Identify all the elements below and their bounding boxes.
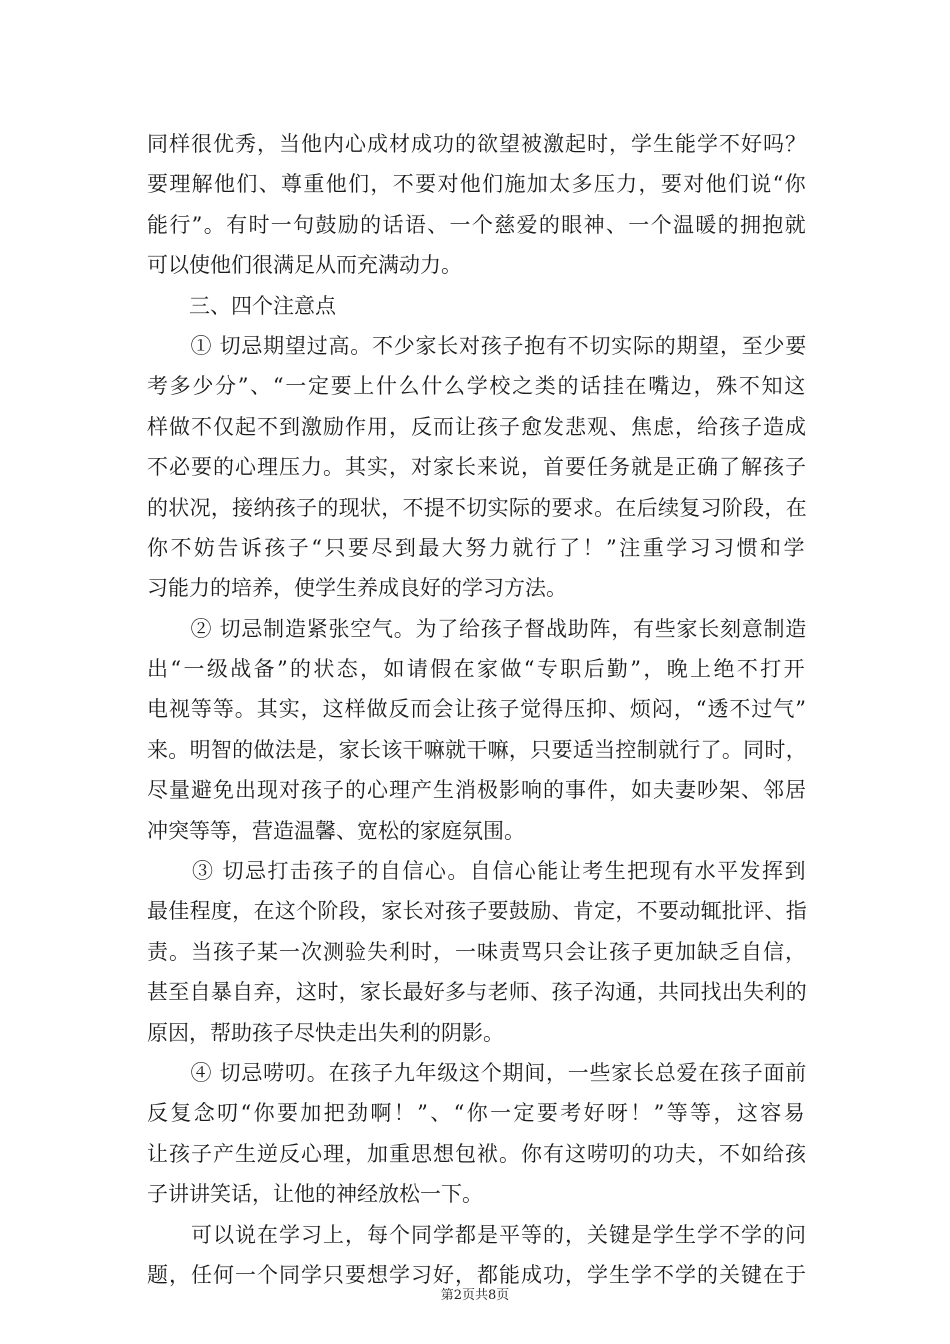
text-line — [147, 972, 807, 1012]
line-text: 能行”。有时一句鼓励的话语、一个慈爱的眼神、一个温暖的拥抱就 — [147, 212, 807, 237]
text-line — [147, 205, 807, 245]
line-text: 的状况，接纳孩子的现状，不提不切实际的要求。在后续复习阶段，在 — [147, 495, 807, 520]
page-number-footer: 第2页共8页 — [440, 1288, 510, 1303]
text-line — [147, 124, 807, 164]
line-text: 来。明智的做法是，家长该干嘛就干嘛，只要适当控制就行了。同时， — [147, 737, 807, 762]
line-text: 样做不仅起不到激励作用，反而让孩子愈发悲观、焦虑，给孩子造成 — [147, 414, 807, 439]
line-text: 你不妨告诉孩子“只要尽到最大努力就行了！”注重学习习惯和学 — [147, 535, 807, 560]
line-text: 甚至自暴自弃，这时，家长最好多与老师、孩子沟通，共同找出失利的 — [147, 980, 807, 1005]
line-text: 电视等等。其实，这样做反而会让孩子觉得压抑、烦闷，“透不过气” — [147, 697, 807, 722]
line-text: 子讲讲笑话，让他的神经放松一下。 — [147, 1182, 483, 1207]
text-line — [147, 366, 807, 406]
line-text: 尽量避免出现对孩子的心理产生消极影响的事件，如夫妻吵架、邻居 — [147, 778, 807, 803]
text-line — [147, 488, 807, 528]
line-text: 让孩子产生逆反心理，加重思想包袱。你有这唠叨的功夫，不如给孩 — [147, 1141, 807, 1166]
text-line — [147, 447, 807, 487]
text-line — [147, 164, 807, 204]
line-text: 出“一级战备”的状态，如请假在家做“专职后勤”，晚上绝不打开 — [147, 657, 807, 682]
line-text: 可以说在学习上，每个同学都是平等的，关键是学生学不学的问 — [147, 1222, 807, 1247]
line-text: 最佳程度，在这个阶段，家长对孩子要鼓励、肯定，不要动辄批评、指 — [147, 899, 807, 924]
line-text: ④ 切忌唠叨。在孩子九年级这个期间，一些家长总爱在孩子面前 — [147, 1060, 807, 1085]
line-text: 要理解他们、尊重他们，不要对他们施加太多压力，要对他们说“你 — [147, 172, 807, 197]
line-text: 三、四个注意点 — [147, 293, 336, 318]
text-line — [147, 245, 807, 285]
text-line — [147, 851, 807, 891]
text-line — [147, 932, 807, 972]
text-line — [147, 811, 807, 851]
line-text: ① 切忌期望过高。不少家长对孩子抱有不切实际的期望，至少要 — [147, 333, 807, 358]
line-text: 不必要的心理压力。其实，对家长来说，首要任务就是正确了解孩子 — [147, 455, 807, 480]
text-line — [147, 1215, 807, 1255]
text-line — [147, 649, 807, 689]
line-text: 考多少分”、“一定要上什么什么学校之类的话挂在嘴边，殊不知这 — [147, 374, 807, 399]
text-line — [147, 689, 807, 729]
text-line — [147, 1013, 807, 1053]
text-line — [147, 407, 807, 447]
text-line — [147, 770, 807, 810]
section-heading — [147, 286, 807, 326]
line-text: 原因，帮助孩子尽快走出失利的阴影。 — [147, 1020, 504, 1045]
text-line — [147, 1053, 807, 1093]
text-line — [147, 528, 807, 568]
line-text: 反复念叨“你要加把劲啊！”、“你一定要考好呀！”等等，这容易 — [147, 1101, 807, 1126]
text-line — [147, 891, 807, 931]
text-line — [147, 326, 807, 366]
line-text: 冲突等等，营造温馨、宽松的家庭氛围。 — [147, 818, 525, 843]
text-line — [147, 1134, 807, 1174]
line-text: 可以使他们很满足从而充满动力。 — [147, 253, 462, 278]
body-text — [147, 124, 807, 1295]
text-line — [147, 730, 807, 770]
line-text: 责。当孩子某一次测验失利时，一味责骂只会让孩子更加缺乏自信， — [147, 939, 807, 964]
text-line — [147, 609, 807, 649]
line-text: 题，任何一个同学只要想学习好，都能成功，学生学不学的关键在于 — [147, 1262, 807, 1287]
line-text: ③ 切忌打击孩子的自信心。自信心能让考生把现有水平发挥到 — [147, 859, 807, 884]
line-text: ② 切忌制造紧张空气。为了给孩子督战助阵，有些家长刻意制造 — [147, 616, 807, 641]
line-text: 习能力的培养，使学生养成良好的学习方法。 — [147, 576, 567, 601]
line-text: 同样很优秀，当他内心成材成功的欲望被激起时，学生能学不好吗？ — [147, 132, 807, 156]
text-line — [147, 568, 807, 608]
text-line — [147, 1174, 807, 1214]
text-line — [147, 1093, 807, 1133]
